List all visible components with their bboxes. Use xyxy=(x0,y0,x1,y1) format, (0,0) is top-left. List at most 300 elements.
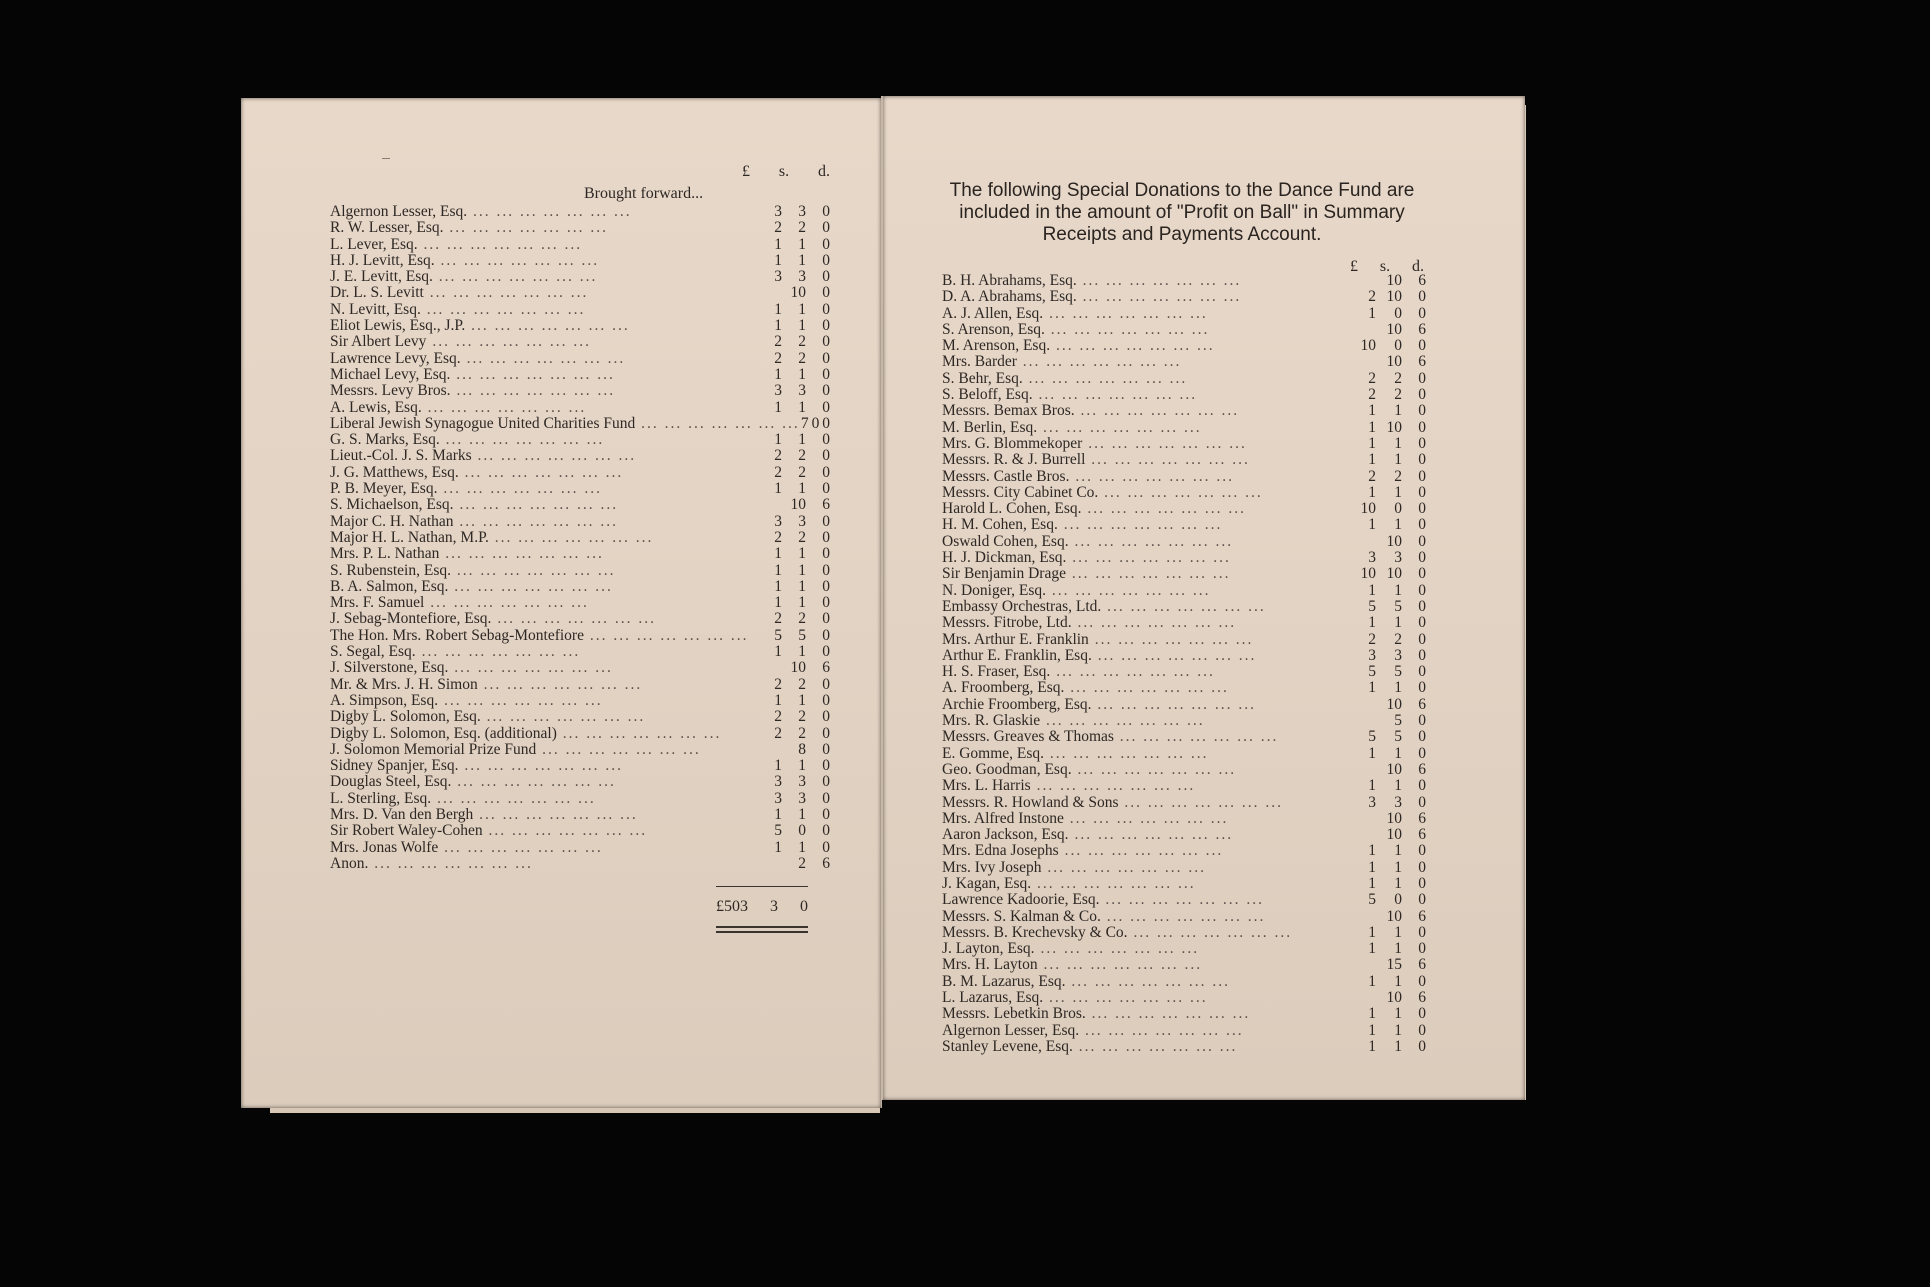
leader-dots: ... ... ... ... ... ... ... xyxy=(471,447,637,465)
amount-pounds: 2 xyxy=(774,463,782,481)
amount-pence: 0 xyxy=(822,724,830,742)
amount-pence: 0 xyxy=(1418,891,1426,909)
donation-row xyxy=(330,790,830,806)
amount-pounds: 1 xyxy=(1368,972,1376,990)
donation-row xyxy=(942,875,1426,891)
donor-name xyxy=(942,842,1354,860)
amount-pounds: 3 xyxy=(1368,549,1376,567)
leader-dots: ... ... ... ... ... ... ... xyxy=(448,577,613,595)
amount-pounds: 1 xyxy=(1368,1021,1376,1039)
amount-pounds: 2 xyxy=(1368,467,1376,485)
amount-pence: 0 xyxy=(822,300,830,318)
donor-name-text: Messrs. R. Howland & Sons xyxy=(942,793,1119,811)
leader-dots: ... ... ... ... ... ... ... xyxy=(420,300,586,318)
donor-name xyxy=(942,1022,1354,1040)
pounds-header: £ xyxy=(1350,258,1358,275)
amount-pounds: 5 xyxy=(774,626,782,644)
amount-pounds: 10 xyxy=(1360,337,1376,355)
amount-pounds: 2 xyxy=(774,675,782,693)
amount-shillings: 5 xyxy=(1394,712,1402,730)
amount-shillings: 3 xyxy=(798,203,806,220)
donor-name xyxy=(942,989,1354,1007)
donor-name-text: Mrs. H. Layton xyxy=(942,956,1038,974)
donor-name-text: Douglas Steel, Esq. xyxy=(330,773,452,791)
amount-shillings: 10 xyxy=(1386,565,1402,583)
donor-name xyxy=(330,562,762,580)
donor-name-text: L. Sterling, Esq. xyxy=(330,789,432,807)
amount-shillings: 2 xyxy=(798,447,806,465)
donor-name-text: Arthur E. Franklin, Esq. xyxy=(942,646,1092,664)
amount-shillings: 1 xyxy=(1394,451,1402,469)
leader-dots: ... ... ... ... ... ... ... xyxy=(458,463,624,481)
donation-row xyxy=(330,333,830,349)
amount-pence: 0 xyxy=(1418,793,1426,811)
amount-shillings: 0 xyxy=(1394,500,1402,518)
amount-pounds: 3 xyxy=(774,789,782,807)
amount-pounds: 1 xyxy=(774,235,782,253)
donation-row xyxy=(942,451,1426,467)
leader-dots: ... ... ... ... ... ... ... xyxy=(1091,695,1257,713)
leader-dots: ... ... ... ... ... ... ... xyxy=(1063,809,1229,827)
amount-shillings: 10 xyxy=(1386,695,1402,713)
donation-row xyxy=(330,839,830,855)
donor-name-text: Mrs. Arthur E. Franklin xyxy=(942,630,1089,648)
amount-shillings: 2 xyxy=(798,528,806,546)
amount-pounds: 10 xyxy=(1360,500,1376,518)
leader-dots: ... ... ... ... ... ... ... xyxy=(1085,1005,1251,1023)
amount-pence: 0 xyxy=(1418,500,1426,518)
donation-row xyxy=(330,822,830,838)
leader-dots: ... ... ... ... ... ... ... xyxy=(536,740,701,758)
amount-pence: 6 xyxy=(822,659,830,677)
donation-row xyxy=(330,513,830,529)
amount-pounds: 2 xyxy=(774,333,782,351)
amount-shillings: 10 xyxy=(1386,418,1402,436)
donor-name xyxy=(942,288,1354,306)
donation-row xyxy=(942,500,1426,516)
amount-shillings: 3 xyxy=(798,773,806,791)
donation-row xyxy=(330,366,830,382)
leader-dots: ... ... ... ... ... ... ... xyxy=(1030,777,1196,795)
donor-name-text: A. J. Allen, Esq. xyxy=(942,304,1044,322)
donation-row xyxy=(942,549,1426,565)
amount-pounds: 1 xyxy=(1368,874,1376,892)
donor-name xyxy=(330,643,762,661)
amount-shillings: 1 xyxy=(798,594,806,612)
donor-name-text: B. H. Abrahams, Esq. xyxy=(942,272,1077,289)
donor-name-text: S. Rubenstein, Esq. xyxy=(330,561,451,579)
amount-shillings: 2 xyxy=(798,708,806,726)
donor-name xyxy=(330,284,762,302)
total-rule xyxy=(716,886,808,887)
donation-row xyxy=(942,777,1426,793)
donor-name-text: Geo. Goodman, Esq. xyxy=(942,760,1072,778)
leader-dots: ... ... ... ... ... ... ... xyxy=(465,317,630,335)
donation-row xyxy=(330,447,830,463)
donor-name-text: Messrs. S. Kalman & Co. xyxy=(942,907,1101,925)
leader-dots: ... ... ... ... ... ... ... xyxy=(426,333,591,351)
donor-name xyxy=(942,908,1354,926)
leader-dots: ... ... ... ... ... ... ... xyxy=(450,382,616,400)
amount-shillings: 10 xyxy=(1386,760,1402,778)
amount-pence: 0 xyxy=(822,447,830,465)
donation-row xyxy=(942,859,1426,875)
donation-row xyxy=(330,659,830,675)
amount-pence: 0 xyxy=(1418,777,1426,795)
leader-dots: ... ... ... ... ... ... ... xyxy=(1076,288,1242,306)
amount-shillings: 0 xyxy=(798,822,806,840)
amount-pence: 0 xyxy=(822,822,830,840)
donation-row xyxy=(330,284,830,300)
amount-shillings: 8 xyxy=(798,740,806,758)
amount-pence: 0 xyxy=(1418,712,1426,730)
donor-name xyxy=(330,594,762,612)
donor-name xyxy=(330,219,762,237)
donor-name xyxy=(942,353,1354,371)
amount-pence: 0 xyxy=(1418,549,1426,567)
donation-row xyxy=(942,1022,1426,1038)
donation-row xyxy=(942,810,1426,826)
amount-pence: 0 xyxy=(1418,728,1426,746)
donor-name xyxy=(330,301,762,319)
amount-pounds: 1 xyxy=(774,577,782,595)
amount-shillings: 1 xyxy=(1394,923,1402,941)
amount-pounds: 1 xyxy=(774,838,782,856)
amount-shillings: 3 xyxy=(798,512,806,530)
amount-pounds: 3 xyxy=(774,203,782,220)
amount-shillings: 5 xyxy=(1394,597,1402,615)
amount-pounds: 1 xyxy=(1368,1005,1376,1023)
amount-shillings: 5 xyxy=(1394,728,1402,746)
amount-pounds: 1 xyxy=(774,480,782,498)
leader-dots: ... ... ... ... ... ... ... xyxy=(491,610,656,628)
amount-shillings: 3 xyxy=(1394,646,1402,664)
donor-name xyxy=(942,924,1354,942)
donor-name-text: B. M. Lazarus, Esq. xyxy=(942,972,1066,990)
donor-name xyxy=(330,822,762,840)
donation-row xyxy=(330,643,830,659)
donor-name-text: Mrs. G. Blommekoper xyxy=(942,434,1083,452)
donor-name xyxy=(942,679,1354,697)
amount-pounds: 5 xyxy=(774,822,782,840)
leader-dots: ... ... ... ... ... ... ... xyxy=(480,708,646,726)
donation-row xyxy=(942,1005,1426,1021)
donation-row xyxy=(942,631,1426,647)
donor-name-text: J. Solomon Memorial Prize Fund xyxy=(330,740,537,758)
donor-name-text: Mr. & Mrs. J. H. Simon xyxy=(330,675,478,693)
donor-name-text: S. Michaelson, Esq. xyxy=(330,496,454,514)
amount-pounds: 1 xyxy=(774,251,782,269)
donation-row xyxy=(330,610,830,626)
donor-name-text: Messrs. Fitrobe, Ltd. xyxy=(942,614,1072,632)
amount-shillings: 1 xyxy=(1394,581,1402,599)
amount-pence: 0 xyxy=(822,382,830,400)
donor-name xyxy=(942,745,1354,763)
donation-row xyxy=(330,627,830,643)
pence-header: d. xyxy=(817,163,830,180)
amount-shillings: 10 xyxy=(790,496,806,514)
amount-pence: 0 xyxy=(822,333,830,351)
donation-row xyxy=(942,288,1426,304)
amount-pence: 0 xyxy=(1418,923,1426,941)
amount-pence: 0 xyxy=(1418,304,1426,322)
amount-pence: 0 xyxy=(1418,646,1426,664)
donor-name xyxy=(942,614,1354,632)
amount-shillings: 0 xyxy=(811,414,820,432)
amount-pounds: 1 xyxy=(774,431,782,449)
donor-name xyxy=(942,826,1354,844)
donation-row xyxy=(330,252,830,268)
donation-row xyxy=(942,484,1426,500)
amount-pounds: 2 xyxy=(774,610,782,628)
leader-dots: ... ... ... ... ... ... ... xyxy=(1037,418,1202,436)
donation-row xyxy=(942,712,1426,728)
leader-dots: ... ... ... ... ... ... ... xyxy=(1043,989,1208,1007)
amount-pence: 0 xyxy=(1418,467,1426,485)
donation-row xyxy=(942,419,1426,435)
donation-row xyxy=(330,382,830,398)
leader-dots: ... ... ... ... ... ... ... xyxy=(415,643,581,661)
amount-pence: 6 xyxy=(1418,826,1426,844)
amount-pence: 0 xyxy=(1418,940,1426,958)
pounds-header: £ xyxy=(742,163,750,180)
amount-pounds: 5 xyxy=(1368,891,1376,909)
leader-dots: ... ... ... ... ... ... ... xyxy=(1065,565,1231,583)
donor-name xyxy=(330,627,762,645)
donation-row xyxy=(330,773,830,789)
donor-name-text: L. Lever, Esq. xyxy=(330,235,418,253)
amount-pence: 0 xyxy=(1418,597,1426,615)
amount-pence: 0 xyxy=(822,268,830,286)
donor-name-text: Dr. L. S. Levitt xyxy=(330,284,424,302)
amount-shillings: 1 xyxy=(798,805,806,823)
amount-pounds: 2 xyxy=(774,219,782,237)
donor-name-text: S. Segal, Esq. xyxy=(330,643,416,661)
leader-dots: ... ... ... ... ... ... ... xyxy=(1069,467,1234,485)
amount-shillings: 10 xyxy=(1386,320,1402,338)
amount-pence: 0 xyxy=(822,789,830,807)
pence-header: d. xyxy=(1411,258,1424,275)
leader-dots: ... ... ... ... ... ... ... xyxy=(1043,304,1208,322)
amount-pounds: 1 xyxy=(1368,451,1376,469)
amount-shillings: 2 xyxy=(798,333,806,351)
amount-shillings: 1 xyxy=(1394,744,1402,762)
donor-name xyxy=(330,382,762,400)
amount-pence: 0 xyxy=(822,805,830,823)
donor-name xyxy=(942,1005,1354,1023)
donor-name-text: Lieut.-Col. J. S. Marks xyxy=(330,447,472,465)
amount-pounds: 1 xyxy=(774,365,782,383)
amount-shillings: 15 xyxy=(1386,956,1402,974)
donation-row xyxy=(330,806,830,822)
leader-dots: ... ... ... ... ... ... ... xyxy=(488,528,654,546)
amount-shillings: 10 xyxy=(1386,809,1402,827)
amount-pence: 0 xyxy=(822,414,830,432)
donation-row xyxy=(942,989,1426,1005)
donor-name-text: Messrs. B. Krechevsky & Co. xyxy=(942,923,1128,941)
donor-name xyxy=(330,431,762,449)
donation-row xyxy=(330,562,830,578)
amount-shillings: 10 xyxy=(1386,989,1402,1007)
amount-shillings: 10 xyxy=(1386,353,1402,371)
amount-shillings: 1 xyxy=(798,398,806,416)
amount-pounds: 2 xyxy=(1368,369,1376,387)
amount-pence: 6 xyxy=(822,854,830,872)
donation-row xyxy=(942,386,1426,402)
total-pounds: £503 xyxy=(716,898,748,915)
donor-name xyxy=(942,956,1354,974)
leader-dots: ... ... ... ... ... ... ... xyxy=(473,805,638,823)
amount-shillings: 1 xyxy=(798,480,806,498)
leader-dots: ... ... ... ... ... ... ... xyxy=(1068,826,1234,844)
amount-pence: 0 xyxy=(1418,1037,1426,1055)
amount-shillings: 1 xyxy=(1394,483,1402,501)
leader-dots: ... ... ... ... ... ... ... xyxy=(1032,386,1198,404)
donor-name-text: Mrs. Edna Josephs xyxy=(942,842,1059,860)
donor-name-text: Messrs. Castle Bros. xyxy=(942,467,1070,485)
amount-pounds: 1 xyxy=(774,545,782,563)
amount-pounds: 1 xyxy=(1368,744,1376,762)
amount-shillings: 5 xyxy=(798,626,806,644)
donation-row xyxy=(942,565,1426,581)
amount-shillings: 1 xyxy=(1394,858,1402,876)
amount-shillings: 1 xyxy=(798,251,806,269)
amount-pence: 0 xyxy=(1418,402,1426,420)
donor-name-text: E. Gomme, Esq. xyxy=(942,744,1045,762)
amount-pounds: 2 xyxy=(1368,630,1376,648)
donor-name xyxy=(942,777,1354,795)
donor-name-text: Sir Benjamin Drage xyxy=(942,565,1066,583)
leader-dots: ... ... ... ... ... ... ... xyxy=(583,626,749,644)
leader-dots: ... ... ... ... ... ... ... xyxy=(1081,500,1246,518)
donation-row xyxy=(942,745,1426,761)
amount-pence: 6 xyxy=(1418,907,1426,925)
donation-row xyxy=(330,741,830,757)
donation-row xyxy=(330,431,830,447)
amount-pounds: 1 xyxy=(1368,614,1376,632)
donor-name-text: Michael Levy, Esq. xyxy=(330,365,451,383)
amount-shillings: 1 xyxy=(798,561,806,579)
shillings-header: s. xyxy=(1379,258,1391,275)
leader-dots: ... ... ... ... ... ... ... xyxy=(556,724,722,742)
donation-row xyxy=(330,203,830,219)
leader-dots: ... ... ... ... ... ... ... xyxy=(1046,581,1211,599)
donor-name-text: Major C. H. Nathan xyxy=(330,512,454,530)
amount-shillings: 1 xyxy=(1394,402,1402,420)
amount-shillings: 2 xyxy=(1394,467,1402,485)
donor-name-text: B. A. Salmon, Esq. xyxy=(330,577,449,595)
donor-name xyxy=(942,402,1354,420)
amount-pounds: 3 xyxy=(774,773,782,791)
amount-shillings: 1 xyxy=(1394,1037,1402,1055)
amount-pence: 0 xyxy=(1418,369,1426,387)
donor-name-text: The Hon. Mrs. Robert Sebag-Montefiore xyxy=(330,626,584,644)
amount-pounds: 2 xyxy=(1368,288,1376,306)
amount-pence: 0 xyxy=(1418,516,1426,534)
donor-name xyxy=(330,480,762,498)
donor-name xyxy=(330,399,762,417)
amount-pence: 6 xyxy=(1418,760,1426,778)
amount-pence: 0 xyxy=(822,284,830,302)
leader-dots: ... ... ... ... ... ... ... xyxy=(431,789,596,807)
donation-row xyxy=(942,794,1426,810)
donor-name xyxy=(330,855,762,873)
amount-pence: 6 xyxy=(1418,320,1426,338)
amount-pence: 0 xyxy=(1418,337,1426,355)
leader-dots: ... ... ... ... ... ... ... xyxy=(434,251,600,269)
amount-pence: 0 xyxy=(822,203,830,220)
donor-name-text: Anon. xyxy=(330,854,369,872)
donation-row xyxy=(942,924,1426,940)
donation-row xyxy=(942,908,1426,924)
amount-pence: 0 xyxy=(1418,679,1426,697)
donor-name xyxy=(942,1038,1354,1056)
amount-pounds: 1 xyxy=(774,561,782,579)
donation-row xyxy=(330,317,830,333)
leader-dots: ... ... ... ... ... ... ... xyxy=(453,496,619,514)
donor-name xyxy=(330,415,800,433)
donor-name-text: M. Berlin, Esq. xyxy=(942,418,1038,436)
double-rule-bottom xyxy=(716,931,808,933)
donor-name-text: Mrs. D. Van den Bergh xyxy=(330,805,474,823)
donor-name-text: A. Froomberg, Esq. xyxy=(942,679,1065,697)
donor-name xyxy=(330,773,762,791)
leader-dots: ... ... ... ... ... ... ... xyxy=(1065,972,1231,990)
leader-dots: ... ... ... ... ... ... ... xyxy=(451,773,616,791)
donation-row xyxy=(942,826,1426,842)
amount-shillings: 10 xyxy=(1386,907,1402,925)
leader-dots: ... ... ... ... ... ... ... xyxy=(1068,532,1234,550)
donation-row xyxy=(330,464,830,480)
amount-pence: 0 xyxy=(822,610,830,628)
leader-dots: ... ... ... ... ... ... ... xyxy=(1118,793,1284,811)
amount-shillings: 1 xyxy=(1394,516,1402,534)
donor-name-text: M. Arenson, Esq. xyxy=(942,337,1051,355)
leader-dots: ... ... ... ... ... ... ... xyxy=(1050,337,1215,355)
donor-name-text: Eliot Lewis, Esq., J.P. xyxy=(330,317,466,335)
donor-name xyxy=(330,268,762,286)
donation-row xyxy=(330,676,830,692)
amount-pence: 0 xyxy=(822,545,830,563)
amount-pence: 0 xyxy=(1418,630,1426,648)
donor-name xyxy=(942,305,1354,323)
donation-row xyxy=(330,268,830,284)
leader-dots: ... ... ... ... ... ... ... xyxy=(1113,728,1279,746)
amount-pounds: 1 xyxy=(1368,679,1376,697)
amount-shillings: 1 xyxy=(798,643,806,661)
amount-pence: 0 xyxy=(822,757,830,775)
leader-dots: ... ... ... ... ... ... ... xyxy=(432,268,598,286)
donor-name xyxy=(942,468,1354,486)
donor-name xyxy=(330,708,762,726)
amount-pence: 6 xyxy=(1418,272,1426,289)
donor-name xyxy=(330,839,762,857)
left-donation-list xyxy=(330,203,830,871)
amount-shillings: 10 xyxy=(1386,826,1402,844)
donor-name-text: Embassy Orchestras, Ltd. xyxy=(942,597,1102,615)
donor-name xyxy=(330,790,762,808)
amount-shillings: 10 xyxy=(1386,272,1402,289)
donor-name xyxy=(942,516,1354,534)
donor-name xyxy=(942,875,1354,893)
leader-dots: ... ... ... ... ... ... ... xyxy=(1071,760,1237,778)
donation-row xyxy=(330,529,830,545)
donation-row xyxy=(330,219,830,235)
amount-shillings: 1 xyxy=(798,757,806,775)
leader-dots: ... ... ... ... ... ... ... xyxy=(1076,272,1242,289)
amount-shillings: 10 xyxy=(790,284,806,302)
donation-row xyxy=(942,582,1426,598)
